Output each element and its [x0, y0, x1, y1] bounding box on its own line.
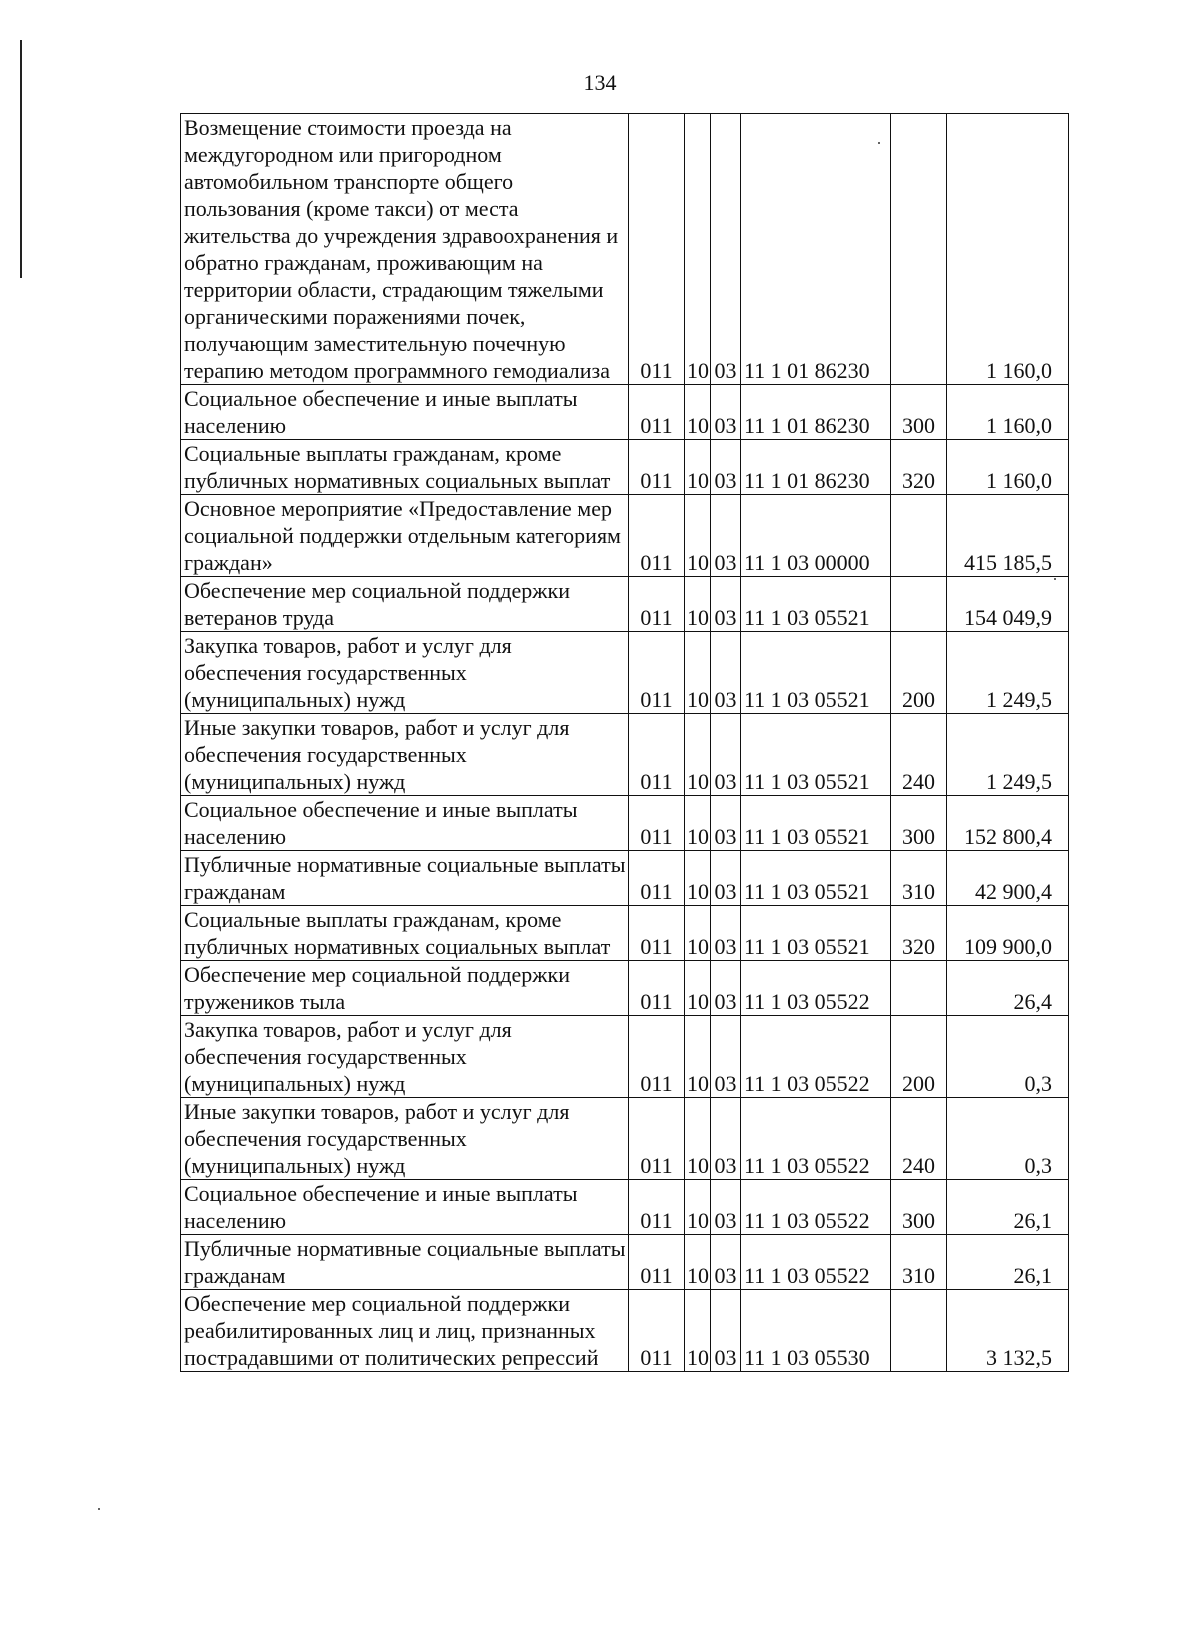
subsection-code: 03 [711, 906, 741, 961]
section-code: 10 [685, 714, 711, 796]
row-name: Социальные выплаты гражданам, кроме публичных нормативных социальных выплат [181, 440, 629, 495]
section-code: 10 [685, 632, 711, 714]
section-code: 10 [685, 851, 711, 906]
page-number: 134 [583, 70, 617, 95]
expense-type-code: 200 [891, 1016, 947, 1098]
ministry-code: 011 [629, 1235, 685, 1290]
amount: 152 800,4 [947, 796, 1069, 851]
target-article-code: 11 1 01 86230 [741, 440, 891, 495]
subsection-code: 03 [711, 1235, 741, 1290]
target-article-code: 11 1 03 05521 [741, 577, 891, 632]
target-article-code: 11 1 03 05522 [741, 1235, 891, 1290]
amount: 415 185,5 [947, 495, 1069, 577]
expense-type-code: 200 [891, 632, 947, 714]
expense-type-code: 310 [891, 1235, 947, 1290]
table-row [181, 714, 1069, 796]
section-code: 10 [685, 1290, 711, 1372]
row-name: Обеспечение мер социальной поддержки реабилитированных лиц и лиц, признанных пострадавшими от политических репрессий [181, 1290, 629, 1372]
ministry-code: 011 [629, 495, 685, 577]
row-name: Социальное обеспечение и иные выплаты населению [181, 796, 629, 851]
row-name: Закупка товаров, работ и услуг для обеспечения государственных (муниципальных) нужд [181, 1016, 629, 1098]
target-article-code: 11 1 03 05522 [741, 1098, 891, 1180]
table-row [181, 1016, 1069, 1098]
expense-type-code: 240 [891, 714, 947, 796]
ministry-code: 011 [629, 577, 685, 632]
scan-speck [98, 1508, 100, 1510]
row-name: Основное мероприятие «Предоставление мер социальной поддержки отдельным категориям граждан» [181, 495, 629, 577]
amount: 42 900,4 [947, 851, 1069, 906]
target-article-code: 11 1 03 05522 [741, 1180, 891, 1235]
amount: 0,3 [947, 1016, 1069, 1098]
row-name: Возмещение стоимости проезда на междугородном или пригородном автомобильном транспорте общего пользования (кроме такси) от места жительства до учреждения здравоохранения и обратно гражданам, проживающим на территории области, страдающим тяжелыми органическими поражениями почек, получающим заместительную почечную терапию методом программного гемодиализа [181, 114, 629, 385]
subsection-code: 03 [711, 714, 741, 796]
amount: 1 160,0 [947, 440, 1069, 495]
table-row [181, 796, 1069, 851]
section-code: 10 [685, 440, 711, 495]
subsection-code: 03 [711, 114, 741, 385]
expense-type-code: 300 [891, 385, 947, 440]
amount: 26,4 [947, 961, 1069, 1016]
row-name: Обеспечение мер социальной поддержки тружеников тыла [181, 961, 629, 1016]
section-code: 10 [685, 906, 711, 961]
subsection-code: 03 [711, 1016, 741, 1098]
table-row [181, 1290, 1069, 1372]
expense-type-code: 240 [891, 1098, 947, 1180]
amount: 109 900,0 [947, 906, 1069, 961]
section-code: 10 [685, 385, 711, 440]
ministry-code: 011 [629, 906, 685, 961]
ministry-code: 011 [629, 714, 685, 796]
table-row [181, 495, 1069, 577]
expense-type-code: 300 [891, 1180, 947, 1235]
row-name: Публичные нормативные социальные выплаты гражданам [181, 1235, 629, 1290]
target-article-code: 11 1 03 05521 [741, 851, 891, 906]
table-row [181, 1180, 1069, 1235]
target-article-code: 11 1 03 05522 [741, 961, 891, 1016]
section-code: 10 [685, 114, 711, 385]
ministry-code: 011 [629, 1180, 685, 1235]
target-article-code: 11 1 01 86230 [741, 114, 891, 385]
target-article-code: 11 1 03 05522 [741, 1016, 891, 1098]
expense-type-code: 310 [891, 851, 947, 906]
target-article-code: 11 1 03 05521 [741, 906, 891, 961]
ministry-code: 011 [629, 1016, 685, 1098]
row-name: Публичные нормативные социальные выплаты гражданам [181, 851, 629, 906]
target-article-code: 11 1 03 05521 [741, 796, 891, 851]
subsection-code: 03 [711, 796, 741, 851]
ministry-code: 011 [629, 114, 685, 385]
ministry-code: 011 [629, 796, 685, 851]
row-name: Иные закупки товаров, работ и услуг для обеспечения государственных (муниципальных) нужд [181, 1098, 629, 1180]
expense-type-code: 320 [891, 440, 947, 495]
row-name: Закупка товаров, работ и услуг для обеспечения государственных (муниципальных) нужд [181, 632, 629, 714]
target-article-code: 11 1 03 05521 [741, 632, 891, 714]
table-row [181, 385, 1069, 440]
table-row [181, 440, 1069, 495]
amount: 3 132,5 [947, 1290, 1069, 1372]
amount: 1 249,5 [947, 632, 1069, 714]
row-name: Социальные выплаты гражданам, кроме публичных нормативных социальных выплат [181, 906, 629, 961]
table-row [181, 1235, 1069, 1290]
table-row [181, 632, 1069, 714]
expense-type-code [891, 577, 947, 632]
budget-table [180, 113, 1069, 1372]
ministry-code: 011 [629, 385, 685, 440]
section-code: 10 [685, 796, 711, 851]
subsection-code: 03 [711, 495, 741, 577]
amount: 1 249,5 [947, 714, 1069, 796]
subsection-code: 03 [711, 385, 741, 440]
section-code: 10 [685, 495, 711, 577]
row-name: Социальное обеспечение и иные выплаты населению [181, 1180, 629, 1235]
subsection-code: 03 [711, 440, 741, 495]
ministry-code: 011 [629, 1290, 685, 1372]
section-code: 10 [685, 1235, 711, 1290]
subsection-code: 03 [711, 1180, 741, 1235]
ministry-code: 011 [629, 1098, 685, 1180]
table-row [181, 851, 1069, 906]
subsection-code: 03 [711, 1098, 741, 1180]
subsection-code: 03 [711, 577, 741, 632]
section-code: 10 [685, 1016, 711, 1098]
amount: 1 160,0 [947, 385, 1069, 440]
expense-type-code [891, 961, 947, 1016]
section-code: 10 [685, 1180, 711, 1235]
subsection-code: 03 [711, 632, 741, 714]
expense-type-code [891, 495, 947, 577]
ministry-code: 011 [629, 440, 685, 495]
target-article-code: 11 1 03 05521 [741, 714, 891, 796]
target-article-code: 11 1 03 05530 [741, 1290, 891, 1372]
table-row [181, 577, 1069, 632]
subsection-code: 03 [711, 961, 741, 1016]
amount: 26,1 [947, 1180, 1069, 1235]
row-name: Иные закупки товаров, работ и услуг для обеспечения государственных (муниципальных) нужд [181, 714, 629, 796]
scan-speck [1054, 578, 1056, 580]
ministry-code: 011 [629, 851, 685, 906]
section-code: 10 [685, 1098, 711, 1180]
scan-speck [878, 142, 880, 144]
target-article-code: 11 1 01 86230 [741, 385, 891, 440]
expense-type-code: 300 [891, 796, 947, 851]
section-code: 10 [685, 961, 711, 1016]
table-row [181, 906, 1069, 961]
ministry-code: 011 [629, 632, 685, 714]
table-row [181, 1098, 1069, 1180]
amount: 154 049,9 [947, 577, 1069, 632]
amount: 1 160,0 [947, 114, 1069, 385]
amount: 26,1 [947, 1235, 1069, 1290]
ministry-code: 011 [629, 961, 685, 1016]
row-name: Обеспечение мер социальной поддержки ветеранов труда [181, 577, 629, 632]
subsection-code: 03 [711, 851, 741, 906]
budget-table-body [181, 114, 1069, 1372]
expense-type-code [891, 1290, 947, 1372]
target-article-code: 11 1 03 00000 [741, 495, 891, 577]
table-row [181, 961, 1069, 1016]
subsection-code: 03 [711, 1290, 741, 1372]
section-code: 10 [685, 577, 711, 632]
row-name: Социальное обеспечение и иные выплаты населению [181, 385, 629, 440]
amount: 0,3 [947, 1098, 1069, 1180]
expense-type-code: 320 [891, 906, 947, 961]
table-row [181, 114, 1069, 385]
expense-type-code [891, 114, 947, 385]
